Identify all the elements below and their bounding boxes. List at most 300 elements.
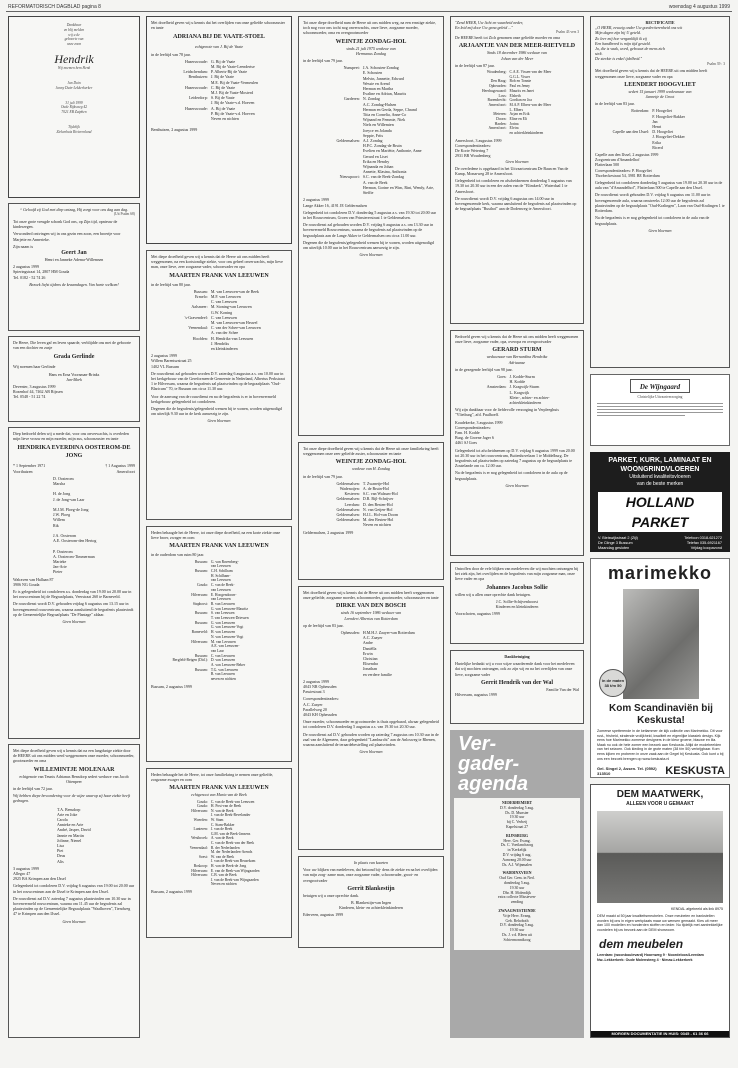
family-name: M. van Leeuwen-van de Beek [210,288,259,294]
agenda-line: extra collecte Missieven- [497,895,537,900]
family-place: Capelle aan den IJssel: [612,129,650,135]
family-name: Neven en nichten [210,116,239,122]
sofa-photo [597,811,723,903]
gerrit-fam1: Kinderen, klein- en achterkleinkinderen [339,905,403,911]
family-place [151,882,211,887]
family-place: Amsterdam: [486,384,507,390]
arjaantje-sig: Geen bloemen [505,158,529,164]
agenda-line: D.V. vrijdag 6 aug. [502,852,532,857]
obituary-weintje-2 [298,442,444,580]
agenda-line: 19.30 uur [509,815,525,820]
family-place: Hilversum: [191,808,208,813]
agenda-line: zending [510,900,524,905]
maarten2-family [151,560,287,682]
agenda-line: Aanvang 20.00 uur [502,857,532,862]
weintje1-sig: Geen bloemen [359,252,383,258]
arjaantje-sub1: Johan van der Meer [500,55,534,61]
family-line: A. Oosterom-Timmerman [53,553,95,559]
family-name: Neven en nichten [210,882,237,887]
hendrika-places: Voorthuizen Amersfoort [13,468,135,474]
family-name: Evaline en Adrian, Maurits [362,91,407,97]
family-place: Hilversum: [191,592,208,597]
family-line: M.J.M. Ploeg-de Jong [53,507,89,513]
family-place: Bussum: [194,559,208,564]
family-line: P. Oosterom [53,548,73,554]
family-name: Wijnand en Femmie, Niek [362,117,406,123]
dem-caption: KENDAL afgebeeld als link 8975 [670,907,723,911]
maarten2-name: MAARTEN FRANK VAN LEEUWEN [169,543,269,550]
family-name: A.J. Zondag [362,138,383,144]
family-place: Geldermalsen: [336,512,360,518]
family-name: Wijnanda en Johan [362,164,394,170]
family-line: Carola [57,817,68,823]
family-row [151,346,287,351]
family-name: Maurits en Janet [509,88,534,93]
family-name: L. Kragwijk [509,389,530,395]
family-name: van Laar [210,648,224,653]
dem-phone-strip: MORGEN DOCUMENTATIE IN HUIS: 0345 - 61 36 66 [591,1031,729,1037]
family-place: Meteren: [493,112,507,117]
thanks-johannes-sollie [450,562,584,644]
dirke-sub0: sinds 16 september 1986 weduwe van [340,610,402,616]
family-place: Harden: [494,121,507,126]
family-place: Westbroek: [191,836,208,841]
family-name: Evelien en Mariëtte, Anthonie, Anne [362,148,422,154]
family-name: Elsbeth [509,93,521,98]
willemintje-verse: Wij hebben diepe bewondering voor de wijze waarop zij haar ziekte heeft gedragen. [13,793,131,804]
family-name: S.C. van Walsum-Hol [362,491,398,497]
dem-headline: DEM MAATWERK, [616,789,704,800]
family-name: Jan [652,118,658,124]
family-line: Ja, die is vaak, word, gebouwt de mens zich [595,46,665,52]
family-name: H. van Leeuwen [210,630,236,635]
family-place: Veenendaal: [188,325,208,331]
family-name: Niels en Willemien [362,122,394,128]
family-name: A.C. Zaayer [362,635,383,641]
geert-tel: Tel. 0182 - 52 74 26 [13,274,46,280]
family-line: Annieke en Arie [57,822,84,828]
family-name: A. van de Beek [362,179,388,185]
wijngaard-tag: Christelijke Uitvaartverzorging [637,395,683,399]
dirke-intro: Met droefheid geven wij u kennis dat de Heere uit ons midden heeft weggenomen onze geliefde, zorgzame moeder, schoonmoeder, grootmoeder, schoonzuster en tante [303,590,439,601]
grada-date: Deventer, 3 augustus 1999 [13,384,56,390]
family-name: Erika en Hendry [362,158,390,164]
agenda-place: WADDINXVEEN [502,871,532,876]
family-name: M. Bij de Vaate-Leendertse [210,64,255,70]
family-name: Joeyce en Jolanda [362,127,392,133]
family-name: van Leeuwen [210,564,231,569]
family-place: Hazerswoude: [184,105,208,111]
agenda-line: bij C. Verheij [506,820,528,825]
adriana-sub: echtgenote van J. Bij de Vaate [194,44,244,50]
family-name: Arjan en Erik [509,112,530,117]
parket-title: PARKET, KURK, LAMINAAT EN WOONGRINDVLOEREN [608,457,712,473]
family-name: Melvin, Jannette, Edward [362,75,404,81]
agenda-line: Ds. A.J. Wijnmalen [502,862,532,867]
willemintje-p2: De rouwdienst zal D.V. zaterdag 7 augustus plaatsvinden om 10.30 uur in bovenvermeld rouwcentrum, waarna om 11.45 uur de begrafenis zal plaatsvinden op de Gemeentelijke Begraafplaats "Waalhoven", Tiendweg 47 te Krimpen aan den IJssel. [13,895,131,917]
marimekko-logo: marimekko [607,563,713,583]
grada-p2: Wij noemen haar Gerlinde [13,364,56,370]
family-name: Gerard en Liset [362,153,388,159]
leendert-sub1: Jannetje de Groot [645,94,675,100]
family-place [303,672,363,677]
family-name: Bob en Tonnie [509,79,532,84]
family-place: Geldermalsen: [336,480,360,486]
family-name: C. van Leeuwen [210,299,237,305]
grada-parents: Hans en Erna Voorsman-Brinks [48,371,100,377]
family-place [455,131,510,136]
leendert-sig: Geen bloemen [648,227,672,233]
family-name: D. den Besten-Hol [362,501,393,507]
family-place: Bussum: [193,288,208,294]
family-row [303,185,439,195]
gerard-p3: Na de begrafenis is er nog gelegenheid tot condoleren in de aula op de begraafplaats. [455,470,568,481]
leendert-name: LEENDERT HOOGVLIET [624,81,696,88]
family-place: Geldermalsen: [336,496,360,502]
family-name: C. van de Beek- [210,583,235,588]
weintje1-date: 2 augustus 1999 [303,197,329,203]
family-place: Lunteren: [193,827,208,832]
arjaantje-p1: De overledene is opgebaard in het Uitvaartcentrum De Baan en Van de Kamp, Monarweg 28 te Amersfoort. [455,165,569,177]
hendrika-name: HENDRIKA EVERDINA OOSTEROM-DE JONG [17,445,131,460]
family-line: Jannie en Martin [57,832,84,838]
family-name: H. Schilham- [210,573,231,578]
family-name: W. van de Beek [210,854,235,859]
family-name: N. van Leeuwen-Vogt [210,634,244,639]
family-place: Bussum: [194,611,208,616]
family-place: Barendrecht: [487,98,507,103]
keskusta-headline: Kom Scandinaviën bij Keskusta! [609,703,713,726]
agenda-line: Vrije Herv. Evang. [502,913,532,918]
gerard-sub0: weduwnaar van Bernardina Hendrika [486,354,548,360]
arjaantje-family [455,70,579,136]
family-name: Erwin [362,650,373,656]
family-name: C. Bij de Vaate [210,84,235,90]
family-line: J.W. Ploeg [53,512,71,518]
hendrika-p2: De rouwdienst wordt D.V. gehouden vrijdag 6 augustus om 13.15 uur in bovengenoemd rouwcentrum, waarna aansluitend de begrafenis plaatsvindt op de Gemeentelijke Begraafplaats "De Plantage" aldaar. [13,601,134,617]
agenda-line: Kapelstraat 27 [505,824,529,829]
family-place: Hoofden: [192,335,208,341]
family-line: J. de Jong-van Laar [53,496,85,502]
family-name: B. van Leeuwen [210,672,235,677]
size-badge: in de maten 38 t/m 50 [599,669,627,697]
family-name: J.A. Schouten-Zondag [362,65,399,71]
family-place: Kesteren: [344,491,360,497]
family-name: N. van Geijen-Hol [362,506,393,512]
dem-subheadline: ALLEEN VOOR U GEMAAKT [626,801,694,807]
family-place [303,185,363,195]
weintje1-sub0: sinds 21 juli 1975 weduwe van [346,45,396,51]
family-line: Jan-Arie [53,564,67,570]
family-name: Paul en Jenny [509,84,531,89]
agenda-line: D.V. donderdag 5 aug. [499,805,535,810]
agenda-list [454,798,580,950]
family-name: J. Hoogvliet-Dekker [652,134,685,140]
family-place [595,145,652,150]
willemintje-addr0: Allegro 47 [13,871,31,877]
family-name: S. Bij de Vaate [210,95,235,101]
thanks-gerrit-van-der-wal [450,650,584,724]
hendrika-addr: Walraven van Hallaan 87 3906 NG Gouda [13,576,54,587]
gerrit-date: Ederveen, augustus 1999 [303,912,344,918]
dirke-age: op de leeftijd van 83 jaar. [303,622,344,628]
family-name: C. van der Schee-van Leeuwen [210,325,261,331]
ad-holland-parket [590,452,730,552]
family-name: J. van de Beek [210,827,233,832]
leendert-title: RECTIFICATIE [645,20,675,25]
arjaantje-verse0: "Zend HEER, Uw licht en waarheid neder, [455,20,524,25]
family-place: Amersfoort: [488,126,507,131]
weintje1-family [303,65,439,195]
dank-name: Gerrit Hendrik van der Wal [480,679,554,686]
family-name: Neven en nichten [362,522,391,528]
agenda-line: in 'Kerkelijk [507,848,527,853]
family-name: en verdere familie [362,671,392,677]
family-name: J. van de Beek-van Beusekom [210,859,256,864]
family-name: C. van de Beek-van der Beek [210,840,255,845]
agenda-place: NEDERHEMERT [501,801,533,805]
keskusta-logo: KESKUSTA [665,765,725,778]
weintje1-p3: Degenen die de begrafenis/gelegenheid wensen bij te wonen, worden uitgenodigd om uiterlijk 10.00 uur in het Rouwcentrum aanwezig te zijn. [303,239,434,250]
dem-addresses: Leerdam: (woonboulevard) Hoornweg 9 · Noordeloos/Leerdam Nw.-Lekkerkerk: Oude Molensteeg 4 · Nieuw-Lekkerkerk [597,953,704,963]
leendert-family [595,108,725,150]
family-name: J. Kragwijk-Sturm [509,384,540,390]
agenda-line: Herv. Ger. Evang. [503,838,531,843]
weintje1-name: WEINTJE ZONDAG-HOL [335,38,407,45]
agenda-item [457,871,577,905]
maarten2-intro: Heden behaagde het de Heere, tot onze diepe droefheid, na een korte ziekte onze lieve broer, zwager en oom [151,530,281,541]
family-name: Klein-, achter- en achter-achterkleinkinderen [509,394,550,406]
hendrika-sig: Geen bloemen [62,619,86,625]
weintje1-p1: Gelegenheid tot condoleren D.V. donderdag 5 augustus a.s. van 19.30 tot 20.00 uur in het Rouwcentrum, Groen van Prinstererstraat 1 te Geldermalsen. [303,209,437,220]
wijngaard-logo: De Wijngaard [630,379,690,393]
adriana-age: in de leeftijd van 78 jaar. [151,51,191,57]
family-place: Barneveld: [191,630,208,635]
family-name: Titia en Cornelia, Anne-Co [362,112,407,118]
family-name: J. Bij de Vaate-v.d. Hoeven [210,100,255,106]
dank-fam: Familie Van der Wal [546,686,579,692]
family-name: D.R. Bijl-Schrijver [362,496,394,502]
family-name: A. de Bruin-Hol [362,486,389,492]
johannes-fam1: Kinderen en kleinkinderen [495,604,539,610]
family-name: P. Bij de Vaate-v.d. Hoeven [210,110,255,116]
gerard-p2: Gelegenheid tot afscheidnemen op D.V. vrijdag 6 augustus 1999 van 20.00 tot 20.30 uur in het rouwcentrum, Buitenhovelaan 1 te Middelburg. De begrafenis zal plaatsvinden op zaterdag 7 augustus op de begraafplaats te Zoutelande om ca. 12.00 uur. [455,447,575,469]
family-place: 's-Gravendeel: [184,314,208,320]
family-name: G. van Leeuwen-Mauritz [210,606,248,611]
family-line: Deus [57,853,66,859]
family-name: H.J.L. Hol-van Doorn [362,512,399,518]
grada-child: Jan-Mark [66,376,82,382]
family-place: Goes: [497,374,507,380]
family-name: M.F. van Leeuwen [210,294,241,300]
family-place: Leerdam: [344,501,360,507]
weintje2-date: Geldermalsen, 2 augustus 1999 [303,529,354,535]
keskusta-footer [591,763,730,778]
family-place: Hazerswoude: [184,58,208,64]
family-place: Leidschendam: [183,69,208,75]
thanks-gerrit-blankestijn [298,856,444,948]
arjaantje-corr: Correspondentieadres: De Korte Wetering 7 2931 BR Woudenberg [455,143,491,159]
family-line: De sterkte is enkel ijdelheid." [595,56,643,62]
family-name: M. Stoning-van Leeuwen [210,304,252,310]
ad-de-wijngaard [590,374,730,446]
grada-tel: Tel. 0548 - 51 22 74 [13,394,46,400]
family-name: C. van Leeuwen [210,314,237,320]
family-place: Woerden: [193,817,208,822]
leendert-p3: Na de begrafenis is er nog gelegenheid tot condoleren in de aula van de begraafplaats. [595,215,710,226]
family-name: S.C. van de Beek-Zondag [362,174,405,180]
family-place: Boskoop: [193,863,208,868]
adriana-family [151,59,287,121]
family-place [151,677,211,682]
leendert-age: in de leeftijd van 83 jaar. [595,101,635,107]
willemintje-sig: Geen bloemen [62,918,86,924]
agenda-line: Ds. C. Voetlanchzorg [500,843,534,848]
page-header [6,2,732,12]
family-name: A. van der Schee [210,330,239,336]
family-place: Gouda: [196,799,208,804]
family-name: Ricerd [652,144,663,150]
willemintje-intro: Met diepe droefheid geven wij u kennis dat na een langdurige ziekte door de HEERE uit ons midden werd weggenomen onze moeder, schoonmoeder, grootmoeder en oma [13,748,135,764]
family-name: Daniëlla [362,645,377,651]
weintje2-family [303,481,439,528]
weintje1-age: in de leeftijd van 79 jaar. [303,58,343,64]
family-name: C. van Leeuwen [210,653,235,658]
family-name: H.M.H.J. Zaayer-van Rotterdam [362,630,415,636]
adriana-name: ADRIANA BIJ DE VAATE-STOEL [173,34,265,41]
family-place: Gouda: [196,804,208,809]
agenda-line: Geb. Rehoboth [505,918,529,923]
family-name: E. Schouten [362,70,383,76]
family-place: Doorn: [496,117,507,122]
family-place: Soest: [198,854,208,859]
family-name: G.G.L. Visser [509,74,530,79]
family-name: C.B. van de Beek [210,873,237,878]
obituary-dirke [298,586,444,850]
family-name: Andre [362,640,373,646]
family-name: M. van Leeuwen [210,639,236,644]
arjaantje-date: Amersfoort, 3 augustus 1999 [455,137,502,143]
maarten1-p1: De rouwdienst zal gehouden worden D.V. zaterdag 6 augustus a.s. om 10.00 uur in het kerkgebouw van de Gereformeerde Gemeente in Nederland, Albertus Perkstraat 1 te Hilversum, waarna de begrafenis zal plaatsvinden op de begraafplaats "Oud-Blaricum" 70, te Bussum om circa 11.30 uur. [151,370,285,392]
family-name: H. Hendriks-van Leeuwen [210,335,254,341]
ad-dem-meubelen [590,784,730,1038]
family-name: H. Kodde [509,379,526,385]
family-name: Wessie en Arend [362,80,390,86]
geert-parents: Henri en Janneke Adema-Willemsen [44,257,104,263]
family-line: Een handbreed is mijn tijd gesteld. [595,40,651,46]
maarten1-name: MAARTEN FRANK VAN LEEUWEN [169,272,269,279]
willemintje-name: WILLEMINTJE MOLENAAR [33,766,115,773]
family-name: A. van Leeuwen-Beker [210,663,246,668]
family-name: J. Hendriks [210,340,230,346]
family-line: André, Jasper, David [57,827,91,833]
family-name: Jorina [509,121,519,126]
gerrit-intro: In plaats van kaarten [353,860,389,865]
family-place: Garderen: [343,96,360,102]
family-place: Geldermalsen: [336,138,360,144]
agenda-line: 19.30 uur [509,885,525,890]
weintje2-sub: weduwe van H. Zondag [352,466,390,472]
hendrik-name: Hendrik [54,51,94,66]
family-row [455,395,579,405]
family-row [303,522,439,527]
family-name: F. Hoogvliet-Bakker [652,113,685,119]
gerard-intro: Bedroefd geven wij u kennis dat de Heere uit ons midden heeft weggenomen onze lieve, zorgzame vader, opa, overopa en overgrootvader [455,334,579,345]
hendrika-p1: Er is gelegenheid tot condoleren a.s. donderdag van 19.00 tot 20.00 uur in het rouwcentrum bij de Begraafplaats, Veerstraat 260 te Barneveld. [13,589,132,600]
family-name: D. Hoogvliet [652,129,674,135]
family-line: Jolinne, Nienel [57,837,82,843]
willemintje-p1: Gelegenheid tot condoleren D.V. vrijdag 6 augustus van 19.00 tot 20.00 uur in het rouwcentrum aan de IJssel te Krimpen aan den IJssel. [13,883,135,894]
obituary-arjaantje [450,16,584,324]
willemintje-family [13,807,135,864]
family-name: R. van Leeuwen [210,601,235,606]
family-name: C.A.E. Vissen-van der Meer [509,70,552,75]
hendrik-verse: Dankbaar en blij melden wij u de geboorte van onze zoon [63,23,85,47]
birth-announcement-hendrik [8,16,140,198]
dirke-addr1: Passiestraat 3 [303,689,325,695]
family-place: Bussum: [194,569,208,574]
family-place: Amersfoort: [488,102,507,107]
dank-title: Dankbetuiging [504,654,530,659]
family-place: Veenendaal: [189,845,208,850]
hendrik-extra: Tijdelijk Ziekenhuis Rivierenland [56,124,92,134]
willemintje-addr1: 2925 BA Krimpen aan den IJssel [13,876,66,882]
family-name: C. Stam-Bakker [210,822,235,827]
arjaantje-ref: Psalm 43 vers 3 [556,30,579,35]
maarten1-addr0: Willem Barentszstraat 25 [151,358,192,364]
family-place [455,395,510,405]
maarten3-intro: Heden behaagde het de Heere, tot onze familiekring te nemen onze geliefde, zorgzame zwager en oom [151,772,274,783]
weintje2-age: in de leeftijd van 79 jaar. [303,473,343,479]
hendrika-intro: Diep bedroefd delen wij u mede dat, voor ons onverwachts, is overleden mijn lieve vrouw en mijn moeder, mijn zus, schoonzuster en tante [13,431,129,442]
johannes-fam0: J.C. Sollie-Schijvenhoorst [496,598,538,604]
arjaantje-verse1: En leid mij door Uw gena geleid ..." [455,25,513,31]
family-name: en achterkleinkinderen [509,131,544,136]
family-place: Ermelo: [194,294,208,300]
family-name: D. van Leeuwen [210,658,236,663]
willemintje-date: 3 augustus 1999 [13,865,39,871]
agenda-line: Ds. J. v.d. Bleen uit [502,932,532,937]
family-place: Loss: [498,93,507,98]
family-name: T. Zwanetje-Hol [362,480,390,486]
family-place: Geldermalsen: [336,517,360,523]
dirke-family [303,630,439,677]
family-name: C. van de Beek-van Leeuwen [210,799,255,804]
family-line: Mijn dagen zijn bij U geteld. [595,30,641,36]
obituary-maarten-1 [146,250,292,520]
family-line: Marsha [53,481,65,487]
keskusta-address: Gel. Singel 2, Assen. Tel. (0592) 313510 [597,766,657,777]
dank-date: Hilversum, augustus 1999 [455,692,497,698]
family-line: Pieter [53,569,63,575]
dirke-date: 2 augustus 1999 [303,678,329,684]
dem-body: DEM maakt al 50 jaar kwaliteitsmeubelen. Onze meubelen en bankstellen worden bij ons in eigen werkplaats maar uw wensen gemaakt. Kies uit meer dan 100 modellen en honderden stoffen en leder. Nu tijdelijk met aantrekkelijke voordelen bij uw bezoek aan de DEM showroom. [597,914,723,932]
obituary-maarten-3 [146,768,292,938]
family-name: Erika [652,139,661,145]
maarten3-name: MAARTEN FRANK VAN LEEUWEN [169,785,269,792]
gerrit-fam0: B. Blankestijn-van Ingen [350,900,392,906]
family-name: Eline en Eli [509,117,527,122]
maarten1-p2: Voor de aanvang van de rouwdienst en na de begrafenis is er in bovenvermeld kerkgebouw gelegenheid tot condoleren. [151,393,276,404]
family-place: Aalsmeer: [191,304,208,310]
dem-logo: dem meubelen [599,937,684,952]
agenda-item [457,801,577,830]
family-place: Bussum: [194,620,208,625]
dirke-p1: Onze moeder, schoonmoeder en grootmoeder is thuis opgebaard, alwaar gelegenheid tot condoleren D.V. donderdag 5 augustus a.s. van 19.30 tot 20.30 uur. [303,719,439,730]
header-left: REFORMATORISCH DAGBLAD pagina 8 [8,4,101,10]
family-place: Nieuwpoort: [339,174,360,180]
agenda-place: RIJNSBURG [506,833,528,838]
